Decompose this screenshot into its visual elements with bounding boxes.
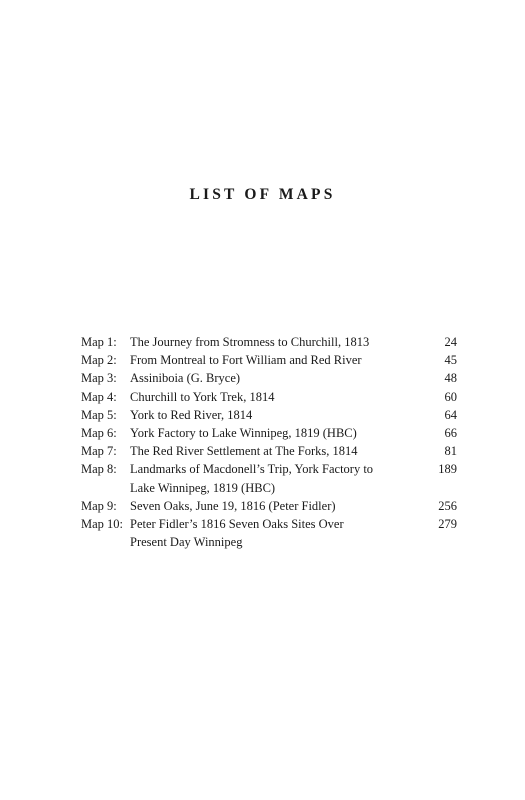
map-title-line: Landmarks of Macdonell’s Trip, York Factory to: [130, 462, 374, 477]
map-number: Map 7:: [81, 444, 117, 459]
map-title: [130, 333, 417, 351]
map-entry: [81, 351, 457, 369]
map-page-number: 48: [444, 371, 457, 386]
map-title: [130, 369, 417, 387]
map-title-line: Lake Winnipeg, 1819 (HBC): [130, 480, 276, 495]
map-number: Map 9:: [81, 498, 117, 513]
map-title: [130, 442, 417, 460]
map-title-line: Churchill to York Trek, 1814: [130, 389, 275, 404]
map-number: Map 1:: [81, 335, 117, 349]
map-page-number: 189: [438, 462, 457, 477]
map-title-line: The Journey from Stromness to Churchill, 1813: [130, 335, 370, 349]
map-entry: [81, 369, 457, 387]
map-title-line: From Montreal to Fort William and Red River: [130, 353, 362, 368]
map-title: [130, 406, 417, 424]
map-entry: [81, 424, 457, 442]
map-title: [130, 351, 417, 369]
map-title-line: York Factory to Lake Winnipeg, 1819 (HBC): [130, 426, 357, 441]
map-number: Map 4:: [81, 389, 117, 404]
map-number: Map 3:: [81, 371, 117, 386]
map-number: Map 5:: [81, 407, 117, 422]
map-page-number: 60: [444, 389, 457, 404]
map-title-line: Present Day Winnipeg: [130, 535, 243, 550]
map-title: [130, 497, 417, 515]
map-title: [130, 424, 417, 442]
map-page-number: 81: [444, 444, 457, 459]
map-number: Map 10:: [81, 517, 124, 532]
map-title: [130, 515, 417, 551]
map-page-number: 24: [444, 335, 457, 349]
map-title-line: York to Red River, 1814: [130, 407, 253, 422]
map-page-number: 64: [444, 407, 457, 422]
page-title: LIST OF MAPS: [189, 186, 336, 203]
map-entry: [81, 515, 457, 551]
map-page-number: 45: [444, 353, 457, 368]
map-entry: [81, 333, 457, 351]
map-title: [130, 388, 417, 406]
map-number: Map 2:: [81, 353, 117, 368]
map-entry: [81, 388, 457, 406]
map-title-line: Seven Oaks, June 19, 1816 (Peter Fidler): [130, 498, 336, 513]
map-title-line: The Red River Settlement at The Forks, 1814: [130, 444, 358, 459]
map-page-number: 66: [444, 426, 457, 441]
map-number: Map 6:: [81, 426, 117, 441]
map-title-line: Peter Fidler’s 1816 Seven Oaks Sites Over: [130, 517, 344, 532]
map-title-line: Assiniboia (G. Bryce): [130, 371, 241, 386]
map-page-number: 279: [438, 517, 457, 532]
map-title: [130, 460, 417, 496]
map-entry: [81, 497, 457, 515]
map-page-number: 256: [438, 498, 457, 513]
map-entry: [81, 442, 457, 460]
maps-list: [81, 333, 457, 551]
map-entry: [81, 460, 457, 496]
map-entry: [81, 406, 457, 424]
map-number: Map 8:: [81, 462, 117, 477]
